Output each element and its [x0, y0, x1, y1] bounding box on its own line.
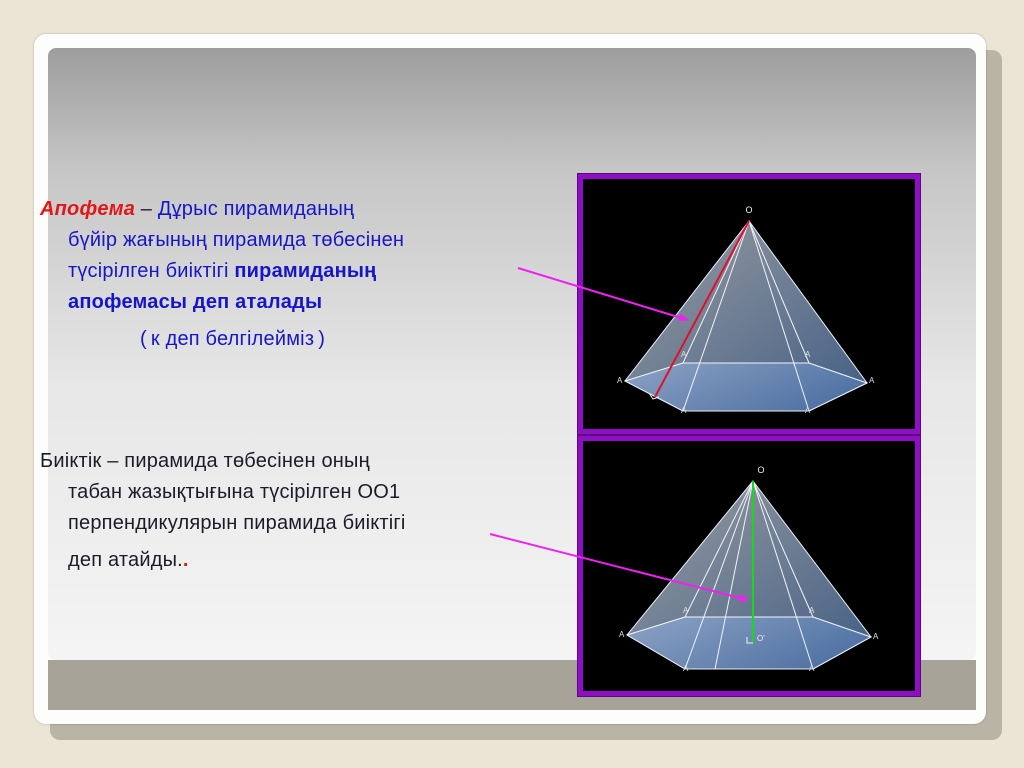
pyramid-height-figure	[578, 436, 920, 696]
label-a6: A	[681, 406, 687, 415]
apofema-note	[40, 324, 560, 355]
height-line-3: перпендикулярын пирамида биіктігі	[68, 512, 406, 534]
pyramid-height-svg	[583, 441, 915, 691]
label-a5: A	[805, 406, 811, 415]
height-line-2: табан жазықтығына түсірілген ОО1	[68, 481, 401, 503]
apofema-text-3: түсірілген биіктігі	[68, 260, 235, 282]
height-dot: .	[182, 549, 189, 571]
height-line-4	[40, 545, 560, 576]
pyramid-apofema-figure	[578, 174, 920, 434]
label-a3: A	[809, 606, 815, 615]
label-a2: A	[681, 350, 687, 359]
label-base-center: O'	[757, 634, 765, 643]
label-a4: A	[873, 632, 879, 641]
apofema-line-1	[40, 194, 560, 225]
label-a4: A	[869, 376, 875, 385]
apofema-text-1: Дұрыс пирамиданың	[157, 198, 355, 220]
note-open-paren: (	[140, 328, 147, 350]
height-text-4: деп атайды.	[68, 549, 183, 571]
height-definition	[40, 446, 560, 576]
pyramid-apofema-svg	[583, 179, 915, 429]
label-a1: A	[617, 376, 623, 385]
apofema-line-2: бүйір жағының пирамида төбесінен	[68, 229, 405, 251]
label-a6: A	[683, 664, 689, 673]
height-line-1: Биіктік – пирамида төбесінен оның	[40, 450, 370, 472]
apofema-definition	[40, 194, 560, 355]
label-a3: A	[805, 350, 811, 359]
note-close-paren: )	[318, 328, 326, 350]
apofema-line-4: апофемасы деп аталады	[68, 291, 323, 313]
label-a5: A	[809, 664, 815, 673]
apofema-line-3	[40, 256, 560, 287]
apofema-dash: –	[135, 198, 158, 220]
label-apex: O	[745, 205, 753, 215]
label-apex: O	[757, 465, 765, 475]
pyramid2-faces	[627, 481, 871, 669]
apofema-bold-3: пирамиданың	[234, 260, 377, 282]
pyramid1-faces	[625, 221, 867, 411]
note-text: к деп белгілейміз	[150, 328, 315, 350]
apofema-term: Апофема	[40, 198, 136, 220]
label-a1: A	[619, 630, 625, 639]
label-a2: A	[683, 606, 689, 615]
